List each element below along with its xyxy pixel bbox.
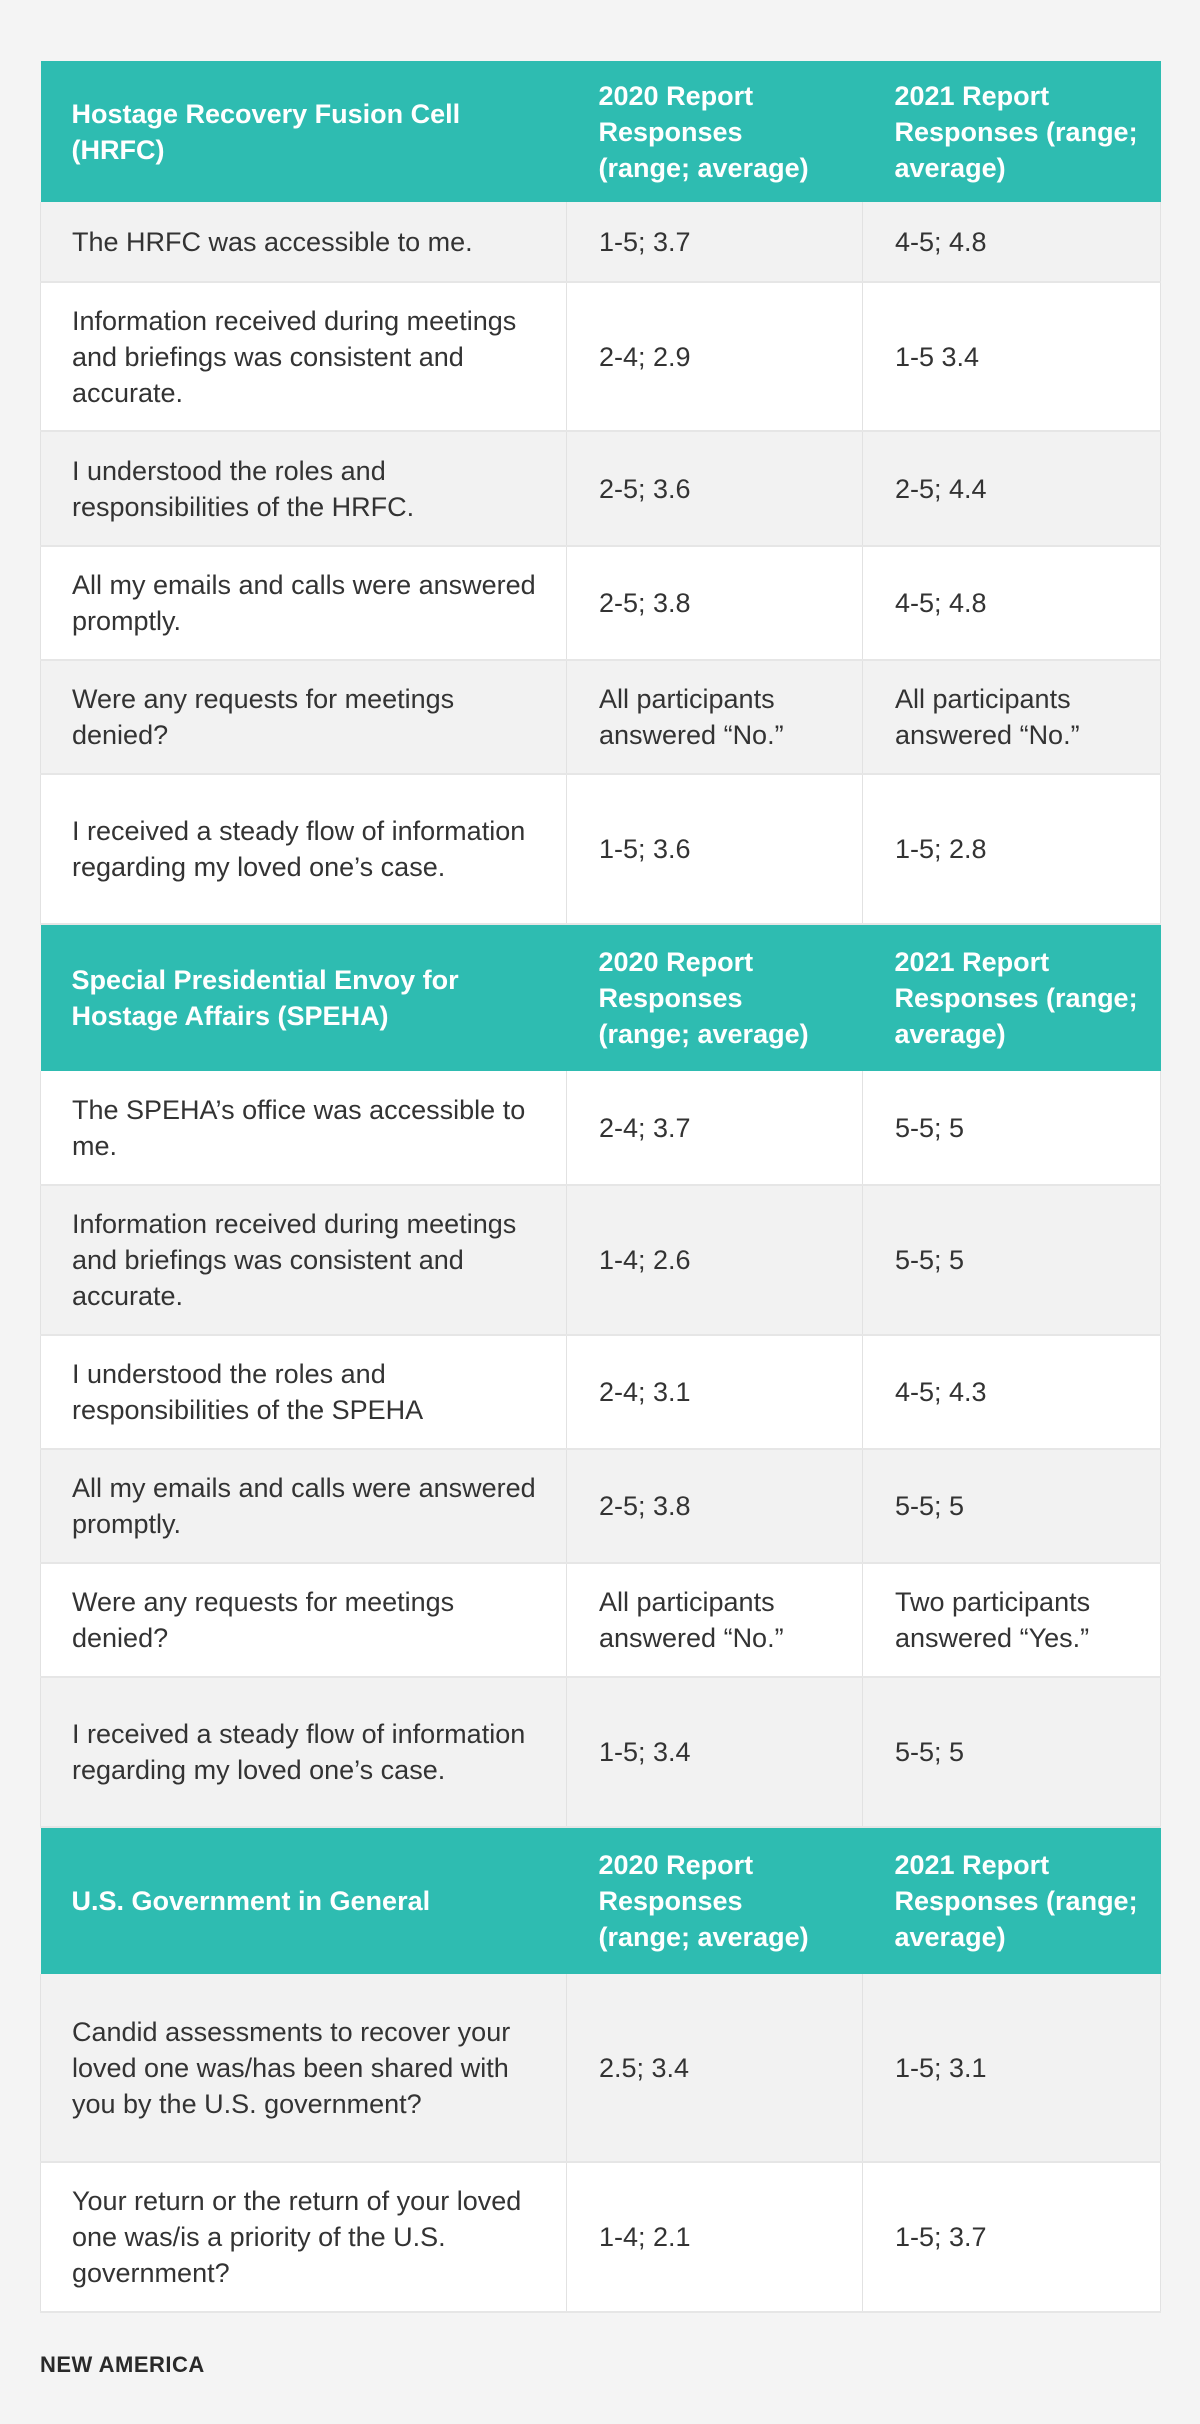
response-2021: 2-5; 4.4 xyxy=(863,431,1161,546)
response-2020: 2-5; 3.8 xyxy=(567,546,863,660)
table-row xyxy=(41,431,1161,546)
response-2020: 1-4; 2.6 xyxy=(567,1185,863,1335)
table-row xyxy=(41,660,1161,774)
table-row xyxy=(41,1677,1161,1827)
table-row xyxy=(41,1185,1161,1335)
survey-question: All my emails and calls were answered promptly. xyxy=(41,546,567,660)
survey-question: The HRFC was accessible to me. xyxy=(41,202,567,282)
column-header: 2021 Report Responses (range; average) xyxy=(863,1827,1161,1974)
table-row xyxy=(41,1974,1161,2162)
survey-question: I received a steady flow of information regarding my loved one’s case. xyxy=(41,1677,567,1827)
survey-question: Information received during meetings and briefings was consistent and accurate. xyxy=(41,282,567,431)
section-title: Hostage Recovery Fusion Cell (HRFC) xyxy=(41,61,567,202)
response-2021: 1-5; 2.8 xyxy=(863,774,1161,924)
response-2021: 4-5; 4.8 xyxy=(863,202,1161,282)
response-2021: Two participants answered “Yes.” xyxy=(863,1563,1161,1677)
response-2021: 4-5; 4.3 xyxy=(863,1335,1161,1449)
column-header: 2020 Report Responses (range; average) xyxy=(567,924,863,1071)
section-header-hrfc xyxy=(41,61,1161,202)
response-2021: 5-5; 5 xyxy=(863,1677,1161,1827)
table-row xyxy=(41,1335,1161,1449)
column-header: 2020 Report Responses (range; average) xyxy=(567,61,863,202)
response-2020: 2-5; 3.6 xyxy=(567,431,863,546)
survey-question: Candid assessments to recover your loved one was/has been shared with you by the U.S. government? xyxy=(41,1974,567,2162)
response-2020: 2-4; 3.1 xyxy=(567,1335,863,1449)
brand-footer: NEW AMERICA xyxy=(40,2352,205,2377)
response-2020: 1-5; 3.7 xyxy=(567,202,863,282)
response-2021: 1-5; 3.1 xyxy=(863,1974,1161,2162)
column-header: 2020 Report Responses (range; average) xyxy=(567,1827,863,1974)
response-2020: 2.5; 3.4 xyxy=(567,1974,863,2162)
survey-question: Were any requests for meetings denied? xyxy=(41,660,567,774)
survey-question: Were any requests for meetings denied? xyxy=(41,1563,567,1677)
response-2021: 1-5 3.4 xyxy=(863,282,1161,431)
survey-question: All my emails and calls were answered promptly. xyxy=(41,1449,567,1563)
table-row xyxy=(41,202,1161,282)
table-row xyxy=(41,546,1161,660)
section-header-speha xyxy=(41,924,1161,1071)
response-2020: 2-4; 2.9 xyxy=(567,282,863,431)
response-2020: 1-5; 3.4 xyxy=(567,1677,863,1827)
survey-question: I understood the roles and responsibilities of the HRFC. xyxy=(41,431,567,546)
response-2021: 1-5; 3.7 xyxy=(863,2162,1161,2312)
response-2020: All participants answered “No.” xyxy=(567,660,863,774)
survey-question: The SPEHA’s office was accessible to me. xyxy=(41,1071,567,1185)
response-2020: 2-5; 3.8 xyxy=(567,1449,863,1563)
table-row xyxy=(41,2162,1161,2312)
response-2020: 1-5; 3.6 xyxy=(567,774,863,924)
survey-question: I received a steady flow of information regarding my loved one’s case. xyxy=(41,774,567,924)
column-header: 2021 Report Responses (range; average) xyxy=(863,61,1161,202)
table-row xyxy=(41,774,1161,924)
survey-table-container xyxy=(40,61,1160,2313)
response-2021: All participants answered “No.” xyxy=(863,660,1161,774)
survey-question: Information received during meetings and briefings was consistent and accurate. xyxy=(41,1185,567,1335)
section-header-usg xyxy=(41,1827,1161,1974)
table-row xyxy=(41,282,1161,431)
section-title: Special Presidential Envoy for Hostage Affairs (SPEHA) xyxy=(41,924,567,1071)
response-2020: 1-4; 2.1 xyxy=(567,2162,863,2312)
response-2021: 4-5; 4.8 xyxy=(863,546,1161,660)
table-row xyxy=(41,1071,1161,1185)
response-2021: 5-5; 5 xyxy=(863,1449,1161,1563)
column-header: 2021 Report Responses (range; average) xyxy=(863,924,1161,1071)
response-2020: All participants answered “No.” xyxy=(567,1563,863,1677)
survey-table xyxy=(40,61,1161,2313)
response-2020: 2-4; 3.7 xyxy=(567,1071,863,1185)
response-2021: 5-5; 5 xyxy=(863,1071,1161,1185)
section-title: U.S. Government in General xyxy=(41,1827,567,1974)
survey-question: Your return or the return of your loved one was/is a priority of the U.S. government? xyxy=(41,2162,567,2312)
response-2021: 5-5; 5 xyxy=(863,1185,1161,1335)
table-row xyxy=(41,1563,1161,1677)
table-row xyxy=(41,1449,1161,1563)
survey-question: I understood the roles and responsibilities of the SPEHA xyxy=(41,1335,567,1449)
